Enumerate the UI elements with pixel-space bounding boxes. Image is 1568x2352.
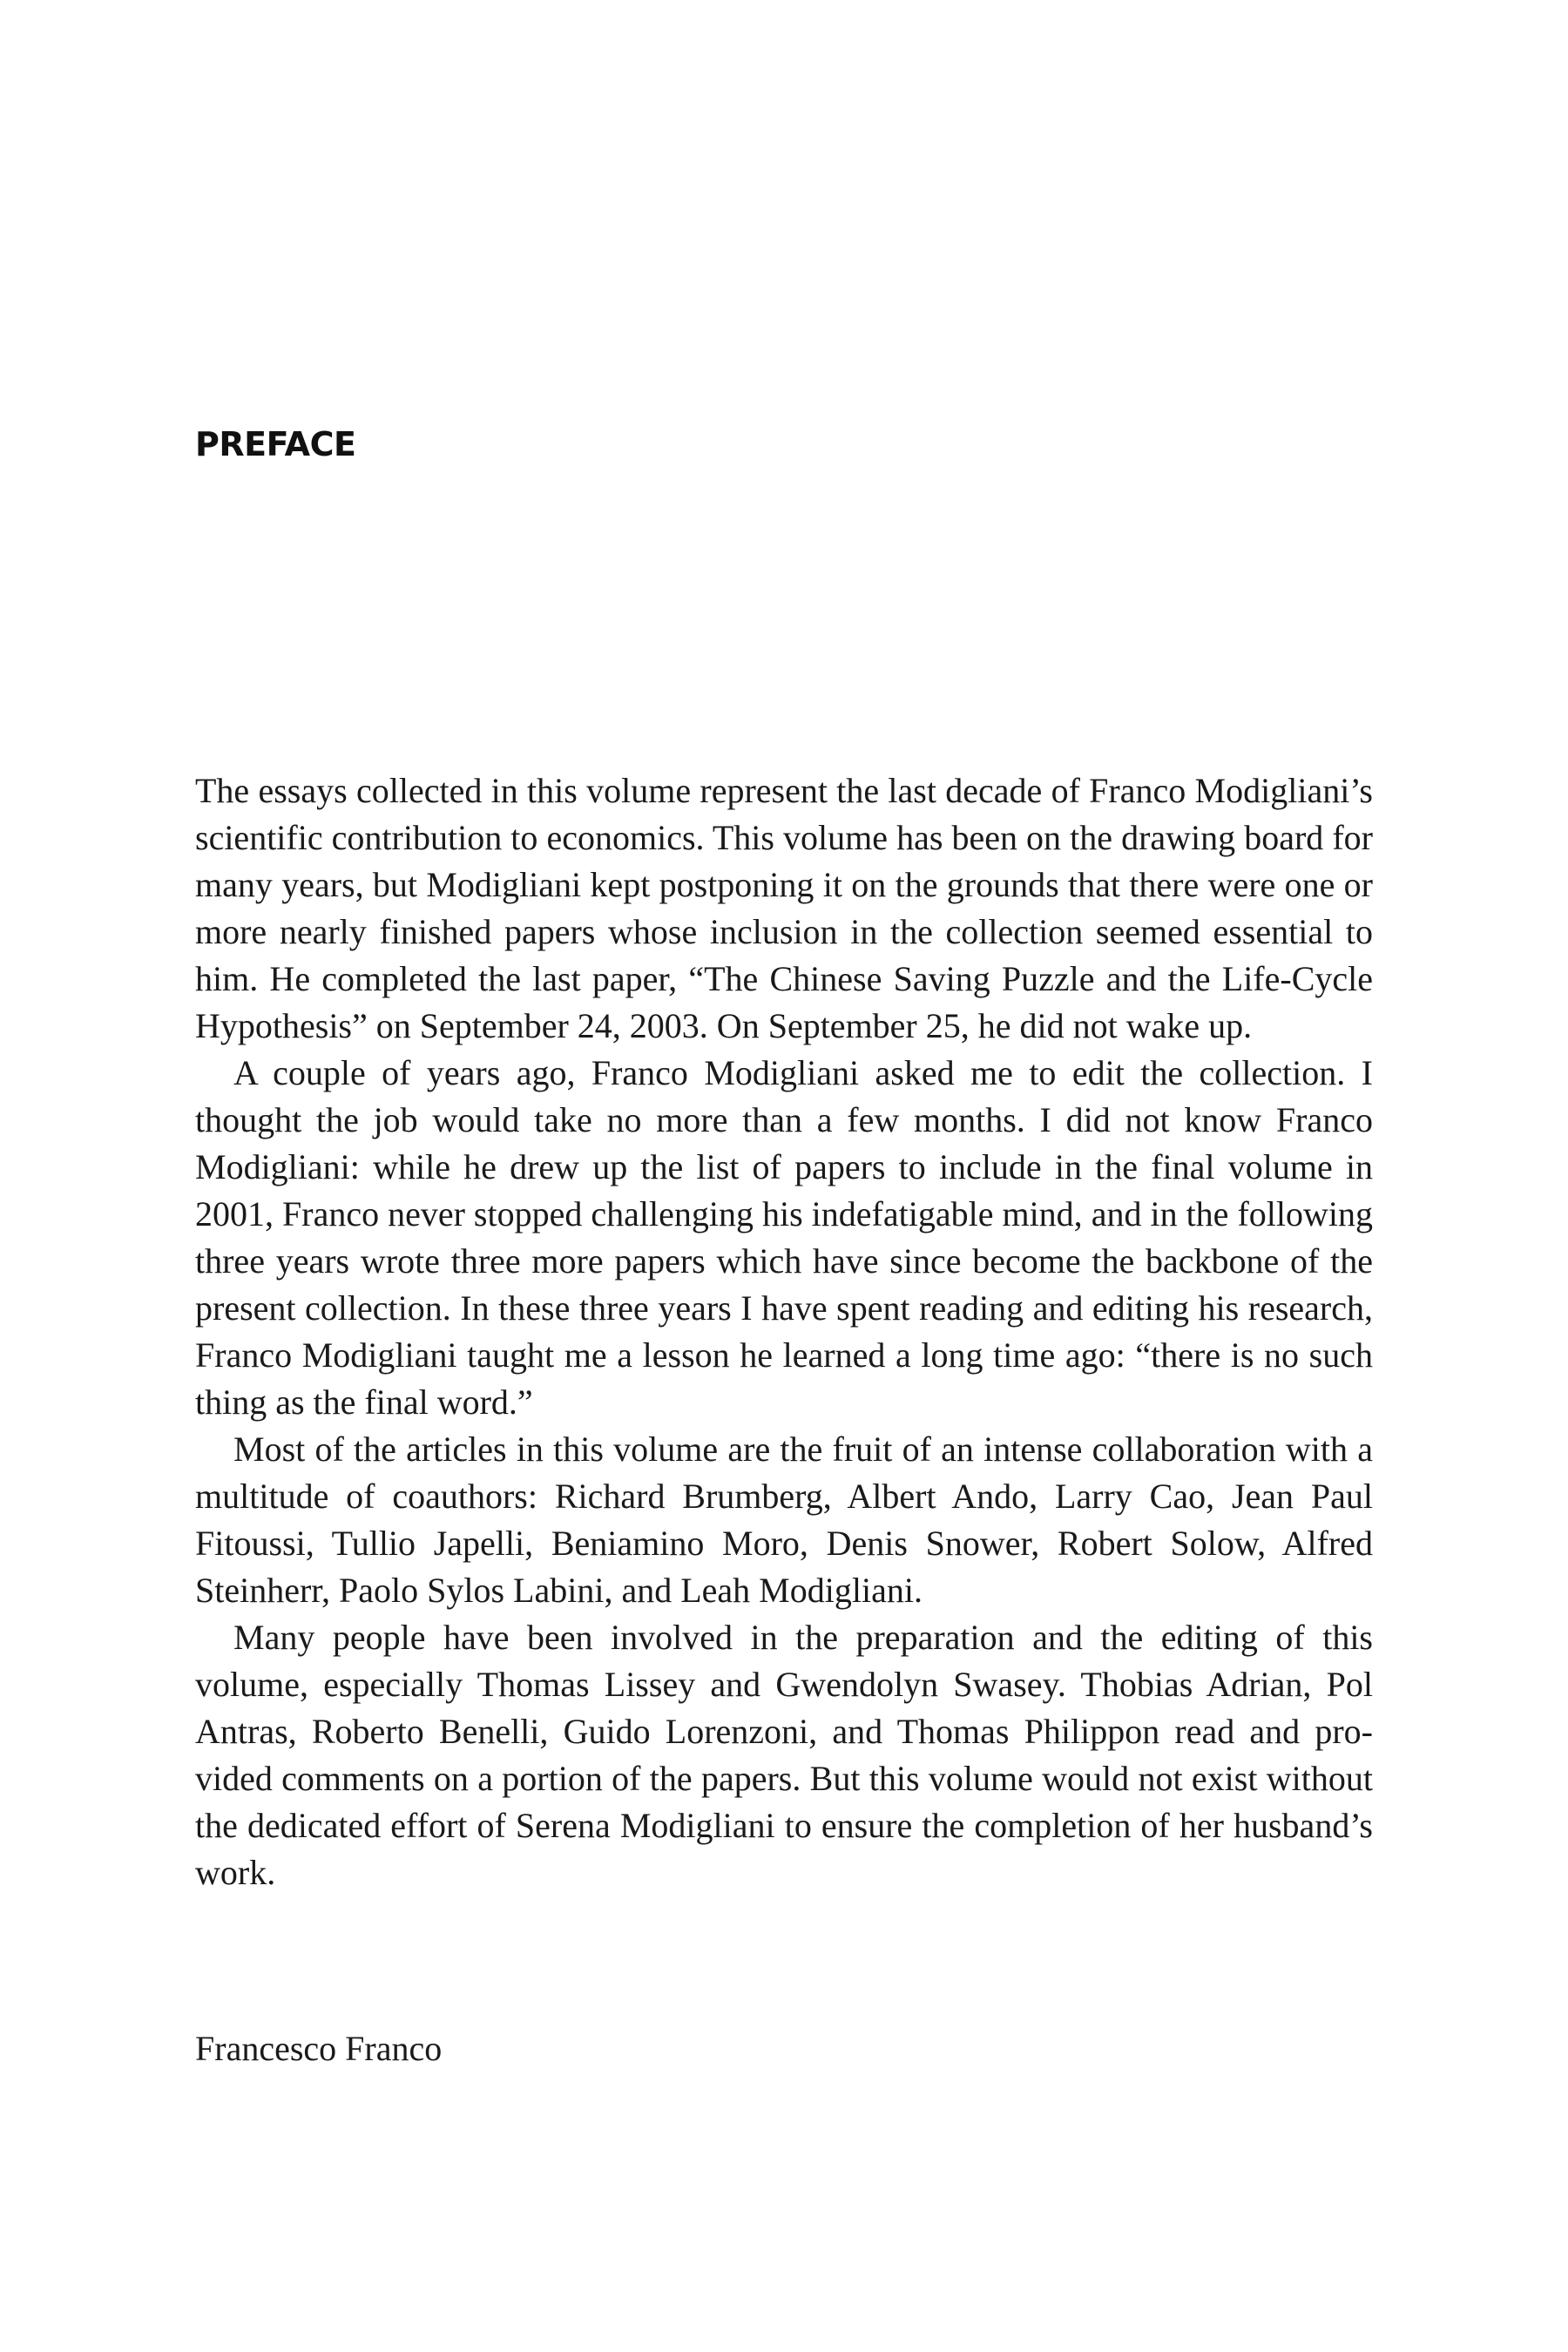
paragraph: Many people have been involved in the preparation and the editing of this volume, especially Thomas Lissey and Gwendolyn Swasey. Thobias Adrian, Pol Antras, Roberto Benelli, Guido Lorenzoni, and Thomas Philippon read and provided comments on a portion of the papers. But this volume would not exist without the dedicated effort of Serena Modigliani to ensure the completion of her husband’s work. [195,1618,1373,1892]
paragraph: Most of the articles in this volume are the fruit of an intense collaboration with a multitude of coauthors: Richard Brumberg, Albert Ando, Larry Cao, Jean Paul Fitoussi, Tullio Japelli, Beniamino Moro, Denis Snower, Robert Solow, Alfred Steinherr, Paolo Sylos Labini, and Leah Modigliani. [195,1429,1373,1610]
page-title: PREFACE [195,425,356,463]
author-signature: Francesco Franco [195,2029,443,2068]
paragraph: The essays collected in this volume represent the last decade of Franco Modigliani’s scientific contribution to economics. This volume has been on the drawing board for many years, but Modigliani kept postponing it on the grounds that there were one or more nearly finished papers whose inclusion in the collection seemed essential to him. He completed the last paper, “The Chinese Saving Puzzle and the Life-Cycle Hypothesis” on September 24, 2003. On September 25, he did not wake up. [195,771,1373,1045]
preface-body [195,767,1373,1896]
paragraph: A couple of years ago, Franco Modigliani asked me to edit the collection. I thought the job would take no more than a few months. I did not know Franco Modigliani: while he drew up the list of papers to include in the final volume in 2001, Franco never stopped challenging his indefatigable mind, and in the following three years wrote three more papers which have since become the backbone of the present collection. In these three years I have spent reading and editing his research, Franco Modigliani taught me a lesson he learned a long time ago: “there is no such thing as the final word.” [195,1053,1373,1422]
